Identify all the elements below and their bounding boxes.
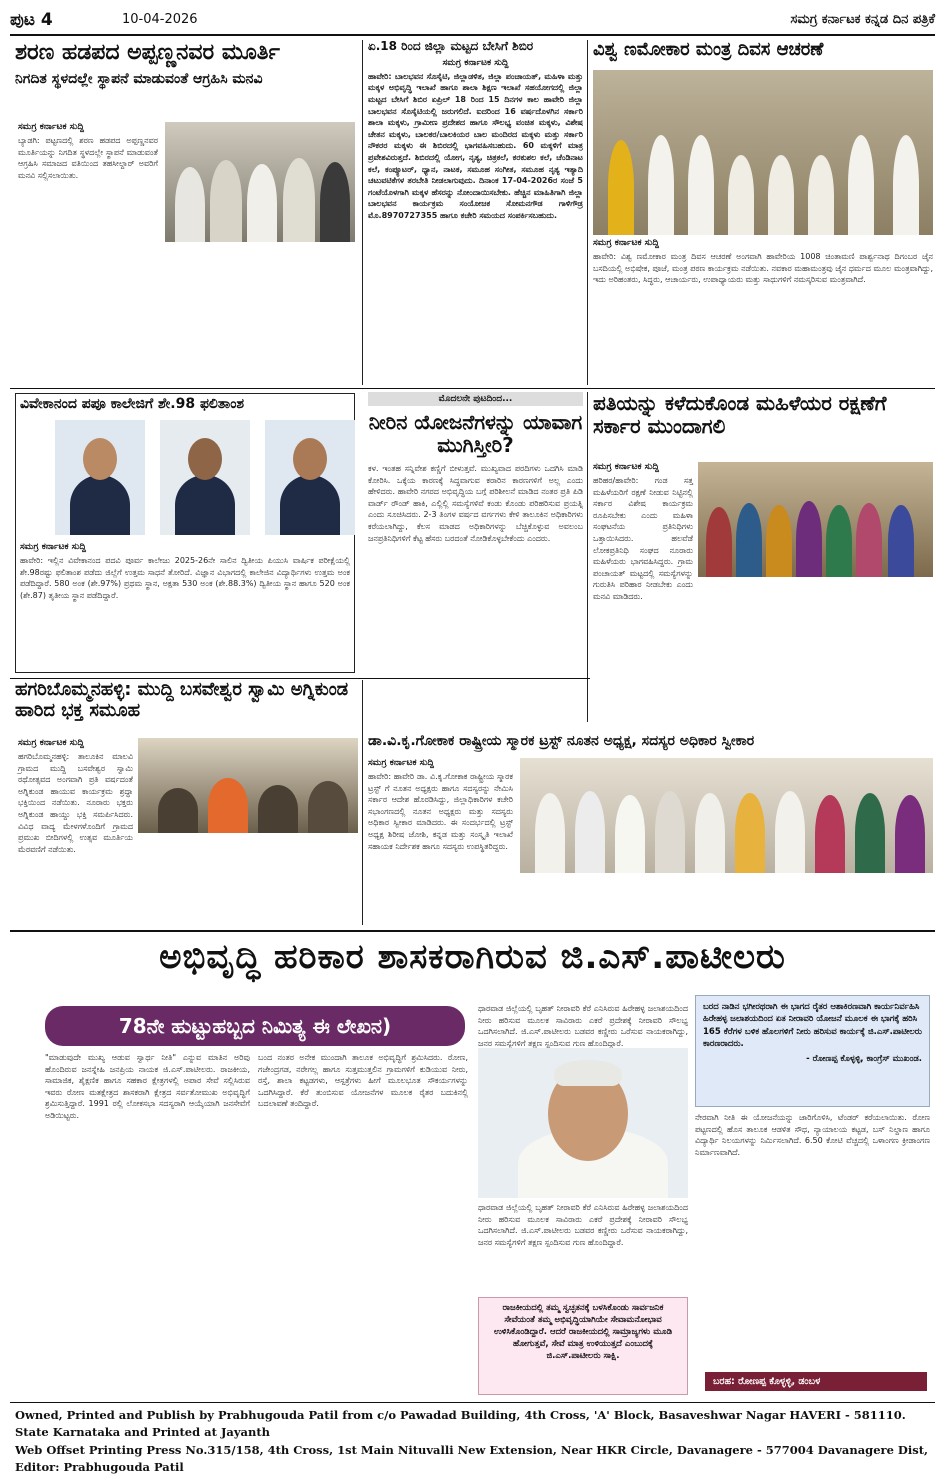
article-body: ಹಾವೇರಿ: ವಿಶ್ವ ಣಮೋಕಾರ ಮಂತ್ರ ದಿವಸ ಆಚರಣೆ ಅಂಗವಾಗಿ ಹಾವೇರಿಯ 1008 ಚಿಂತಾಮಣಿ ಪಾರ್ಶ್ವನಾಥ ದಿಗಂಬರ ಜೈನ ಬಸದಿಯಲ್ಲಿ ಅಭಿಷೇಕ, ಪೂಜೆ, ಮಂತ್ರ ಪಠಣ ಕಾರ್ಯಕ್ರಮ ನಡೆಯಿತು. ನವಕಾರ ಮಹಾಮಂತ್ರವು ಜೈನ ಧರ್ಮದ ಮೂಲ ಮಂತ್ರವಾಗಿದ್ದು, ಇದು ಅರಿಹಂತರು, ಸಿದ್ಧರು, ಆಚಾರ್ಯರು, ಉಪಾಧ್ಯಾಯರು ಮತ್ತು ಸಾಧುಗಳಿಗೆ ನಮಸ್ಕರಿಸುವ ಮಂತ್ರವಾಗಿದೆ.: [593, 251, 933, 381]
page-label: ಪುಟ 4: [10, 10, 53, 30]
column-rule: [587, 40, 588, 385]
article3-text: [593, 238, 933, 381]
student-photo-3: [265, 420, 355, 535]
women-group-photo: [698, 462, 933, 577]
article-body: ಹಾವೇರಿ: ಹಾವೇರಿ ಡಾ. ವಿ.ಕೃ.ಗೋಕಾಕ ರಾಷ್ಟ್ರೀಯ ಸ್ಮಾರಕ ಟ್ರಸ್ಟ್ ಗೆ ನೂತನ ಅಧ್ಯಕ್ಷರು ಹಾಗೂ ಸದಸ್ಯರನ್ನು ನೇಮಿಸಿ ಸರ್ಕಾರ ಆದೇಶ ಹೊರಡಿಸಿದ್ದು, ಜಿಲ್ಲಾಧಿಕಾರಿಗಳ ಕಚೇರಿ ಸಭಾಂಗಣದಲ್ಲಿ ನೂತನ ಅಧ್ಯಕ್ಷರು ಮತ್ತು ಸದಸ್ಯರು ಅಧಿಕಾರ ಸ್ವೀಕಾರ ಮಾಡಿದರು. ಈ ಸಂದರ್ಭದಲ್ಲಿ ಟ್ರಸ್ಟ್ ಅಧ್ಯಕ್ಷ ಶಿರೀಷ ಜೋಶಿ, ಕನ್ನಡ ಮತ್ತು ಸಂಸ್ಕೃತಿ ಇಲಾಖೆ ಸಹಾಯಕ ನಿರ್ದೇಶಕ ಹಾಗೂ ಸದಸ್ಯರು ಉಪಸ್ಥಿತರಿದ್ದರು.: [368, 771, 513, 921]
article-summer-camp: [368, 40, 583, 391]
article-agnikunda: [15, 680, 355, 721]
column-rule: [587, 392, 588, 722]
fire-walk-photo: [138, 738, 358, 833]
article4-text: [20, 542, 350, 665]
article-body: ಹಾವೇರಿ: ಬಾಲಭವನ ಸೊಸೈಟಿ, ಜಿಲ್ಲಾಡಳಿತ, ಜಿಲ್ಲಾ ಪಂಚಾಯತ್, ಮಹಿಳಾ ಮತ್ತು ಮಕ್ಕಳ ಅಭಿವೃದ್ಧಿ ಇಲಾಖೆ ಹಾಗೂ ಶಾಲಾ ಶಿಕ್ಷಣ ಇಲಾಖೆ ಸಹಯೋಗದಲ್ಲಿ ಜಿಲ್ಲಾ ಮಟ್ಟದ ಬೇಸಿಗೆ ಶಿಬಿರ ಏಪ್ರಿಲ್ 18 ರಿಂದ 15 ದಿನಗಳ ಕಾಲ ಹಾವೇರಿ ಜಿಲ್ಲಾ ಬಾಲಭವನ ಸೊಸೈಟಿಯಲ್ಲಿ ಜರುಗಲಿದೆ. ಐದರಿಂದ 16 ವರ್ಷದೊಳಗಿನ ಸರ್ಕಾರಿ ಶಾಲಾ ಮಕ್ಕಳು, ಗ್ರಾಮೀಣ ಪ್ರದೇಶದ ಹಾಗೂ ಸೌಲಭ್ಯ ವಂಚಿತ ಮಕ್ಕಳು, ವಿಶೇಷ ಚೇತನ ಮಕ್ಕಳು, ಬಾಲಕರ/ಬಾಲಕಿಯರ ಬಾಲ ಮಂದಿರದ ಮಕ್ಕಳು ಮತ್ತು ಸರ್ಕಾರಿ ನೌಕರರ ಮಕ್ಕಳು ಈ ಶಿಬಿರದಲ್ಲಿ ಭಾಗವಹಿಸಬಹುದು. 60 ಮಕ್ಕಳಿಗೆ ಮಾತ್ರ ಪ್ರವೇಶವಿರುತ್ತದೆ. ಶಿಬಿರದಲ್ಲಿ ಯೋಗ, ನೃತ್ಯ, ಚಿತ್ರಕಲೆ, ಕರಕುಶಲ ಕಲೆ, ಚೆಂಡಿನಾಟ ಕಲೆ, ಕಂಪ್ಯೂಟರ್, ಧ್ಯಾನ, ನಾಟಕ, ಸಮೂಹ ಸಂಗೀತ, ಸಮೂಹ ನೃತ್ಯ ಇತ್ಯಾದಿ ಚಟುವಟಿಕೆಗಳ ತರಬೇತಿ ನೀಡಲಾಗುವುದು. ದಿನಾಂಕ 17-04-2026ರ ಸಂಜೆ 5 ಗಂಟೆಯೊಳಗಾಗಿ ಮಕ್ಕಳ ಹೆಸರನ್ನು ನೋಂದಾಯಿಸಬೇಕು. ಹೆಚ್ಚಿನ ಮಾಹಿತಿಗಾಗಿ ಜಿಲ್ಲಾ ಬಾಲಭವನ ಕಾರ್ಯಕ್ರಮ ಸಂಯೋಜಕ ಸೋಮನಗೌಡ ಗಾಳಿಗೌಡ್ರ ಮೊ.8970727355 ಹಾಗೂ ಕಚೇರಿ ಸಮಯದ ಸಂಪರ್ಕಿಸಬಹುದು.: [368, 71, 583, 391]
feature-headline: ಅಭಿವೃದ್ಧಿ ಹರಿಕಾರ ಶಾಸಕರಾಗಿರುವ ಜಿ.ಎಸ್.ಪಾಟೀಲರು: [15, 938, 930, 977]
column-rule: [362, 680, 363, 925]
feature-quote: ರಾಜಕೀಯದಲ್ಲಿ ತಮ್ಮ ಸ್ವಚ್ಛತನಕ್ಕೆ ಬಳಸಿಕೊಂಡು ಸಾರ್ವಜನಿಕ ಸೇವೆಯಂತೆ ತಮ್ಮ ಅಭಿವೃದ್ಧಿಯಾಗಿಯೇ ಸೇವಾಮನೋಭಾವ ಉಳಿಸಿಕೊಂಡಿದ್ದಾರೆ. ಆದರೆ ರಾಜಕೀಯದಲ್ಲಿ ಸಾಮ್ರಾಜ್ಯಗಳು ಮೂಡಿ ಹೋಗುತ್ತವೆ, ಸೇವೆ ಮಾತ್ರ ಉಳಿಯುತ್ತದೆ ಎಂಬುದಕ್ಕೆ ಜಿ.ಎಸ್.ಪಾಟೀಲರು ಸಾಕ್ಷಿ.: [478, 1297, 688, 1395]
imprint-footer: [15, 1407, 930, 1476]
headline: ಶರಣ ಹಡಪದ ಅಪ್ಪಣ್ಣನವರ ಮೂರ್ತಿ: [15, 40, 355, 65]
feature-credit: ಬರಹ: ರೋಣಪ್ಪ ಕೊಳ್ಳಳ್ಳಿ, ಡಂಬಳ: [705, 1372, 927, 1391]
subhead: ನಿಗದಿತ ಸ್ಥಳದಲ್ಲೇ ಸ್ಥಾಪನೆ ಮಾಡುವಂತೆ ಆಗ್ರಹಿಸಿ ಮನವಿ: [15, 71, 355, 87]
byline: ಸಮಗ್ರ ಕರ್ನಾಟಕ ಸುದ್ದಿ: [18, 122, 158, 132]
article1-filler: [18, 250, 355, 380]
byline: ಸಮಗ್ರ ಕರ್ನಾಟಕ ಸುದ್ದಿ: [20, 542, 350, 552]
feature-column-3-top: ಧಾರವಾಡ ಜಿಲ್ಲೆಯಲ್ಲಿ ಬೃಹತ್ ನೀರಾವರಿ ಕೆರೆ ಎನಿಸಿರುವ ಹಿರೇಹಳ್ಳ ಜಲಾಶಯದಿಂದ ನೀರು ಹರಿಸುವ ಮೂಲಕ ಸಾವಿರಾರು ಎಕರೆ ಪ್ರದೇಶಕ್ಕೆ ನೀರಾವರಿ ಸೌಲಭ್ಯ ಒದಗಿಸಲಾಗಿದೆ. ಜಿ.ಎಸ್.ಪಾಟೀಲರು ಬಡವರ ಕಣ್ಣೀರು ಒರೆಸುವ ನಾಯಕರಾಗಿದ್ದು, ಜನರ ಸಮಸ್ಯೆಗಳಿಗೆ ತಕ್ಷಣ ಸ್ಪಂದಿಸುವ ಗುಣ ಹೊಂದಿದ್ದಾರೆ.: [478, 1003, 688, 1043]
trust-members-photo: [520, 758, 933, 873]
byline: ಸಮಗ್ರ ಕರ್ನಾಟಕ ಸುದ್ದಿ: [593, 238, 933, 248]
kicker: ಮೊದಲನೇ ಪುಟದಿಂದ...: [368, 392, 583, 406]
feature-column-4: ನೇರವಾಗಿ ನೀತಿ ಈ ಯೋಜನೆಯನ್ನು ಜಾರಿಗೊಳಿಸಿ, ಟೆಂಡರ್ ಕರೆಯಲಾಯಿತು. ರೋಣ ಪಟ್ಟಣದಲ್ಲಿ ಹೊಸ ತಾಲೂಕ ಆಡಳಿತ ಸೌಧ, ನ್ಯಾಯಾಲಯ ಕಟ್ಟಡ, ಬಸ್ ನಿಲ್ದಾಣ ಹಾಗೂ ವಿದ್ಯಾರ್ಥಿ ನಿಲಯಗಳನ್ನು ನಿರ್ಮಿಸಲಾಗಿದೆ. 6.50 ಕೋಟಿ ವೆಚ್ಚದಲ್ಲಿ ಒಳಾಂಗಣ ಕ್ರೀಡಾಂಗಣ ನಿರ್ಮಾಣವಾಗಿದೆ.: [695, 1112, 930, 1367]
byline: ಸಮಗ್ರ ಕರ್ನಾಟಕ ಸುದ್ದಿ: [18, 738, 133, 748]
article-body: ಹರಿಹರ/ಹಾವೇರಿ: ಗಂಡ ಸತ್ತ ಮಹಿಳೆಯರಿಗೆ ರಕ್ಷಣೆ ನೀಡುವ ನಿಟ್ಟಿನಲ್ಲಿ ಸರ್ಕಾರ ವಿಶೇಷ ಕಾರ್ಯಕ್ರಮ ರೂಪಿಸಬೇಕು ಎಂದು ಮಹಿಳಾ ಸಂಘಟನೆಯ ಪ್ರತಿನಿಧಿಗಳು ಒತ್ತಾಯಿಸಿದರು. ಹಲವೆಡೆ ಲೋಕಪ್ರತಿನಿಧಿ ಸಂಘದ ನೂರಾರು ಮಹಿಳೆಯರು ಭಾಗವಹಿಸಿದ್ದರು. ಗ್ರಾಮ ಪಂಚಾಯತ್ ಮಟ್ಟದಲ್ಲಿ ಸಮಸ್ಯೆಗಳನ್ನು ಗುರುತಿಸಿ ಪರಿಹಾರ ನೀಡಬೇಕು ಎಂದು ಮನವಿ ಮಾಡಿದರು.: [593, 475, 693, 575]
headline: ಏ.18 ರಿಂದ ಜಿಲ್ಲಾ ಮಟ್ಟದ ಬೇಸಿಗೆ ಶಿಬಿರ: [368, 40, 583, 54]
issue-date: 10-04-2026: [122, 12, 198, 27]
student-photo-2: [160, 420, 250, 535]
gs-patil-photo: [478, 1048, 688, 1198]
article7-text: [18, 738, 133, 931]
byline: ಸಮಗ್ರ ಕರ್ನಾಟಕ ಸುದ್ದಿ: [368, 758, 513, 768]
feature-column-1: "ಮಾಡುವುದೇ ಮುಖ್ಯ ಆಡುವ ಸ್ವಾರ್ಥ ನೀತಿ" ಎನ್ನುವ ಮಾತಿನ ಅರಿವು ಹೊಂದಿರುವ ಜನಸ್ನೇಹಿ ಜನಪ್ರಿಯ ನಾಯಕ ಜಿ.ಎಸ್.ಪಾಟೀಲರು. ರಾಜಕೀಯ, ಸಾಮಾಜಿಕ, ಶೈಕ್ಷಣಿಕ ಹಾಗೂ ಸಹಕಾರ ಕ್ಷೇತ್ರಗಳಲ್ಲಿ ಅಪಾರ ಸೇವೆ ಸಲ್ಲಿಸಿರುವ ಇವರು ರೋಣ ಮತಕ್ಷೇತ್ರದ ಶಾಸಕರಾಗಿ ಕ್ಷೇತ್ರದ ಸರ್ವತೋಮುಖ ಅಭಿವೃದ್ಧಿಗೆ ಶ್ರಮಿಸುತ್ತಿದ್ದಾರೆ. 1991 ರಲ್ಲಿ ಲೋಕಸಭಾ ಸದಸ್ಯರಾಗಿ ಆಯ್ಕೆಯಾಗಿ ಜನಸೇವೆಗೆ ಅಡಿಯಿಟ್ಟರು.: [45, 1052, 250, 1392]
article-body: ಹಾವೇರಿ: ಇಲ್ಲಿನ ವಿವೇಕಾನಂದ ಪದವಿ ಪೂರ್ವ ಕಾಲೇಜು 2025-26ನೇ ಸಾಲಿನ ದ್ವಿತೀಯ ಪಿಯುಸಿ ವಾರ್ಷಿಕ ಪರೀಕ್ಷೆಯಲ್ಲಿ ಶೇ.98ರಷ್ಟು ಫಲಿತಾಂಶ ಪಡೆದು ಜಿಲ್ಲೆಗೆ ಉತ್ತಮ ಸಾಧನೆ ತೋರಿದೆ. ವಿಜ್ಞಾನ ವಿಭಾಗದಲ್ಲಿ ಕಾಲೇಜಿನ ವಿದ್ಯಾರ್ಥಿಗಳು ಉತ್ತಮ ಅಂಕ ಪಡೆದಿದ್ದಾರೆ. 580 ಅಂಕ (ಶೇ.97%) ಪ್ರಥಮ ಸ್ಥಾನ, ಅಕ್ಷತಾ 530 ಅಂಕ (ಶೇ.88.3%) ದ್ವಿತೀಯ ಸ್ಥಾನ ಹಾಗೂ 520 ಅಂಕ (ಶೇ.87) ತೃತೀಯ ಸ್ಥಾನ ಪಡೆದಿದ್ದಾರೆ.: [20, 555, 350, 665]
imprint-line-2: Web Offset Printing Press No.315/158, 4th Cross, 1st Main Nituvalli New Extension, Near HKR Circle, Davanagere - 577004 Davanagere Dist, Editor: Prabhugouda Patil: [15, 1442, 930, 1476]
article-body: ಹಗರಿಬೊಮ್ಮನಹಳ್ಳಿ: ತಾಲೂಕಿನ ಮಾಲವಿ ಗ್ರಾಮದ ಮುದ್ದಿ ಬಸವೇಶ್ವರ ಸ್ವಾಮಿ ರಥೋತ್ಸವದ ಅಂಗವಾಗಿ ಪ್ರತಿ ವರ್ಷದಂತೆ ಅಗ್ನಿಕುಂಡ ಹಾಯುವ ಕಾರ್ಯಕ್ರಮ ಶ್ರದ್ಧಾ ಭಕ್ತಿಯಿಂದ ನಡೆಯಿತು. ನೂರಾರು ಭಕ್ತರು ಅಗ್ನಿಕುಂಡ ಹಾಯ್ದು ಭಕ್ತಿ ಸಮರ್ಪಿಸಿದರು. ವಿವಿಧ ವಾದ್ಯ ಮೇಳಗಳೊಂದಿಗೆ ಗ್ರಾಮದ ಪ್ರಮುಖ ಬೀದಿಗಳಲ್ಲಿ ಉತ್ಸವ ಮೂರ್ತಿಯ ಮೆರವಣಿಗೆ ನಡೆಯಿತು.: [18, 751, 133, 931]
feature-banner: 78ನೇ ಹುಟ್ಟುಹಬ್ಬದ ನಿಮಿತ್ಯ ಈ ಲೇಖನ): [45, 1006, 465, 1046]
article8-text: [368, 758, 513, 921]
masthead: [10, 10, 935, 32]
headline: ಪತಿಯನ್ನು ಕಳೆದುಕೊಂಡ ಮಹಿಳೆಯರ ರಕ್ಷಣೆಗೆ ಸರ್ಕಾರ ಮುಂದಾಗಲಿ: [593, 392, 933, 438]
article-body: ಕಳ. ಇಂತಹ ಸನ್ನಿವೇಶ ಕಣ್ಣಿಗೆ ಬೀಳುತ್ತವೆ. ಮುಖ್ಯವಾದ ಪರದಿಗಳು ಒದಗಿಸಿ ಮಾಡಿ ಕೋರಿಸಿ. ಒಕ್ಕೆಯ ಕಾರಣಕ್ಕೆ ಸಿದ್ಧವಾಗುವ ಕರಾರಿನ ಕಾರಣಗಳಿಗೆ ಅಲ್ಲ ಎಂದು ಹೇಳಿದರು. ಹಾವೇರಿ ನಗರದ ಅಭಿವೃದ್ಧಿಯ ಬಗ್ಗೆ ಪರಿಶೀಲನೆ ಮಾಡಿದ ನಂತರ ಪ್ರತಿ ಪಿಡಿ ವಾರ್ಡ್ ರೌಂಡ್ ಹಾಕಿ, ಎಲ್ಲಿಲ್ಲಿ ಸಮಸ್ಯೆಗಳಿವೆ ಕಂಡು ಕೊಂಡು ಪರಿಹರಿಸುವ ಪ್ರಯತ್ನಿ ಎಂದು ಸೂಚಿಸಿದರು. 2-3 ತಿಂಗಳ ವರ್ಷದ ವರ್ಗಗಳು ಕೇಳಿ ತಾಲೂಕಿನ ಅಧಿಕಾರಿಗಳು ಕರೆಯಲಾಗಿದ್ದು, ಕೆಲಸ ಮಾಡದ ಅಧಿಕಾರಿಗಳನ್ನು ಬೆಚ್ಚಿಕೊಳ್ಳುವ ಅವಲಂಬ ಜನಪ್ರತಿನಿಧಿಗಳಿಗೆ ಕೆಟ್ಟ ಹೆಸರು ಬರದಂತೆ ನೋಡಿಕೊಳ್ಳಬೇಕೆಂದು ಎಂದರು.: [368, 463, 583, 713]
sidebox-text: ಬರದ ನಾಡಿನ ಭಗೀರಥರಾಗಿ ಈ ಭಾಗದ ರೈತರ ಆಶಾಕಿರಣವಾಗಿ ಕಾರ್ಯನಿರ್ವಹಿಸಿ ಹಿರೇಹಳ್ಳ ಜಲಾಶಯದಿಂದ ಏತ ನೀರಾವರಿ ಯೋಜನೆ ಮೂಲಕ ಈ ಭಾಗಕ್ಕೆ ಹರಿಸಿ 165 ಕೆರೆಗಳ ಬಳಿಕ ಹೊಲಗಳಿಗೆ ನೀರು ಹರಿಸುವ ಕಾರ್ಯಕ್ಕೆ ಜಿ.ಎಸ್.ಪಾಟೀಲರು ಕಾರಣರಾದರು.: [703, 1001, 922, 1050]
article-namokar: [593, 40, 933, 61]
feature-sidebox: [695, 995, 930, 1107]
footer-rule: [10, 1402, 935, 1403]
student-photo-1: [55, 420, 145, 535]
headline: ನೀರಿನ ಯೋಜನೆಗಳನ್ನು ಯಾವಾಗ ಮುಗಿಸ್ತೀರಿ?: [368, 411, 583, 457]
article6-text: [593, 462, 693, 575]
article-water: [368, 392, 583, 713]
feature-column-3: ಧಾರವಾಡ ಜಿಲ್ಲೆಯಲ್ಲಿ ಬೃಹತ್ ನೀರಾವರಿ ಕೆರೆ ಎನಿಸಿರುವ ಹಿರೇಹಳ್ಳ ಜಲಾಶಯದಿಂದ ನೀರು ಹರಿಸುವ ಮೂಲಕ ಸಾವಿರಾರು ಎಕರೆ ಪ್ರದೇಶಕ್ಕೆ ನೀರಾವರಿ ಸೌಲಭ್ಯ ಒದಗಿಸಲಾಗಿದೆ. ಜಿ.ಎಸ್.ಪಾಟೀಲರು ಬಡವರ ಕಣ್ಣೀರು ಒರೆಸುವ ನಾಯಕರಾಗಿದ್ದು, ಜನರ ಸಮಸ್ಯೆಗಳಿಗೆ ತಕ್ಷಣ ಸ್ಪಂದಿಸುವ ಗುಣ ಹೊಂದಿದ್ದಾರೆ.: [478, 1202, 688, 1292]
article-body: ಬ್ಯಾಡಗಿ: ಪಟ್ಟಣದಲ್ಲಿ ಶರಣ ಹಡಪದ ಅಪ್ಪಣ್ಣನವರ ಮೂರ್ತಿಯನ್ನು ನಿಗದಿತ ಸ್ಥಳದಲ್ಲೇ ಸ್ಥಾಪನೆ ಮಾಡುವಂತೆ ಆಗ್ರಹಿಸಿ ಸಮಾಜದ ವತಿಯಿಂದ ತಹಸೀಲ್ದಾರ್ ಅವರಿಗೆ ಮನವಿ ಸಲ್ಲಿಸಲಾಯಿತು.: [18, 135, 158, 181]
headline: ಹಗರಿಬೊಮ್ಮನಹಳ್ಳಿ: ಮುದ್ದಿ ಬಸವೇಶ್ವರ ಸ್ವಾಮಿ ಅಗ್ನಿಕುಂಡ ಹಾರಿದ ಭಕ್ತ ಸಮೂಹ: [15, 680, 355, 721]
feature-column-2: ಬಂದ ನಂತರ ಅನೇಕ ಮುಂದಾಗಿ ತಾಲೂಕ ಅಭಿವೃದ್ಧಿಗೆ ಶ್ರಮಿಸಿದರು. ರೋಣ, ಗಜೇಂದ್ರಗಡ, ನರೇಗಲ್ಲ ಹಾಗೂ ಸುತ್ತಮುತ್ತಲಿನ ಗ್ರಾಮಗಳಿಗೆ ಕುಡಿಯುವ ನೀರು, ರಸ್ತೆ, ಶಾಲಾ ಕಟ್ಟಡಗಳು, ಆಸ್ಪತ್ರೆಗಳು ಹೀಗೆ ಮೂಲಭೂತ ಸೌಕರ್ಯಗಳನ್ನು ಒದಗಿಸಿದ್ದಾರೆ. ಕೆರೆ ತುಂಬಿಸುವ ಯೋಜನೆಗಳ ಮೂಲಕ ರೈತರ ಬದುಕಿನಲ್ಲಿ ಬದಲಾವಣೆ ತಂದಿದ್ದಾರೆ.: [258, 1052, 468, 1392]
article-gokak-trust: [368, 733, 933, 749]
byline: ಸಮಗ್ರ ಕರ್ನಾಟಕ ಸುದ್ದಿ: [368, 58, 583, 68]
masthead-rule: [10, 34, 935, 36]
headline: ಡಾ.ವಿ.ಕೃ.ಗೋಕಾಕ ರಾಷ್ಟ್ರೀಯ ಸ್ಮಾರಕ ಟ್ರಸ್ಟ್ ನೂತನ ಅಧ್ಯಕ್ಷ, ಸದಸ್ಯರ ಅಧಿಕಾರ ಸ್ವೀಕಾರ: [368, 733, 933, 749]
sidebox-signature: - ರೋಣಪ್ಪ ಕೊಳ್ಳಳ್ಳಿ, ಕಾಂಗ್ರೆಸ್ ಮುಖಂಡ.: [703, 1053, 922, 1065]
memorandum-photo: [165, 122, 355, 242]
headline: ವಿಶ್ವ ಣಮೋಕಾರ ಮಂತ್ರ ದಿವಸ ಆಚರಣೆ: [593, 40, 933, 61]
headline: ವಿವೇಕಾನಂದ ಪಪೂ ಕಾಲೇಜಿಗೆ ಶೇ.98 ಫಲಿತಾಂಶ: [20, 396, 350, 412]
article-results: [20, 396, 350, 412]
article-murti: [15, 40, 355, 87]
column-rule: [362, 40, 363, 385]
article1-text: [18, 122, 158, 181]
article-widows: [593, 392, 933, 438]
namokar-photo: [593, 70, 933, 235]
imprint-line-1: Owned, Printed and Publish by Prabhugouda Patil from c/o Pawadad Building, 4th Cross, 'A' Block, Basaveshwar Nagar HAVERI - 581110. State Karnataka and Printed at Jayanth: [15, 1407, 930, 1442]
byline: ಸಮಗ್ರ ಕರ್ನಾಟಕ ಸುದ್ದಿ: [593, 462, 693, 472]
section-rule: [10, 388, 935, 389]
paper-name: ಸಮಗ್ರ ಕರ್ನಾಟಕ ಕನ್ನಡ ದಿನ ಪತ್ರಿಕೆ: [790, 12, 935, 27]
section-rule: [10, 930, 935, 932]
